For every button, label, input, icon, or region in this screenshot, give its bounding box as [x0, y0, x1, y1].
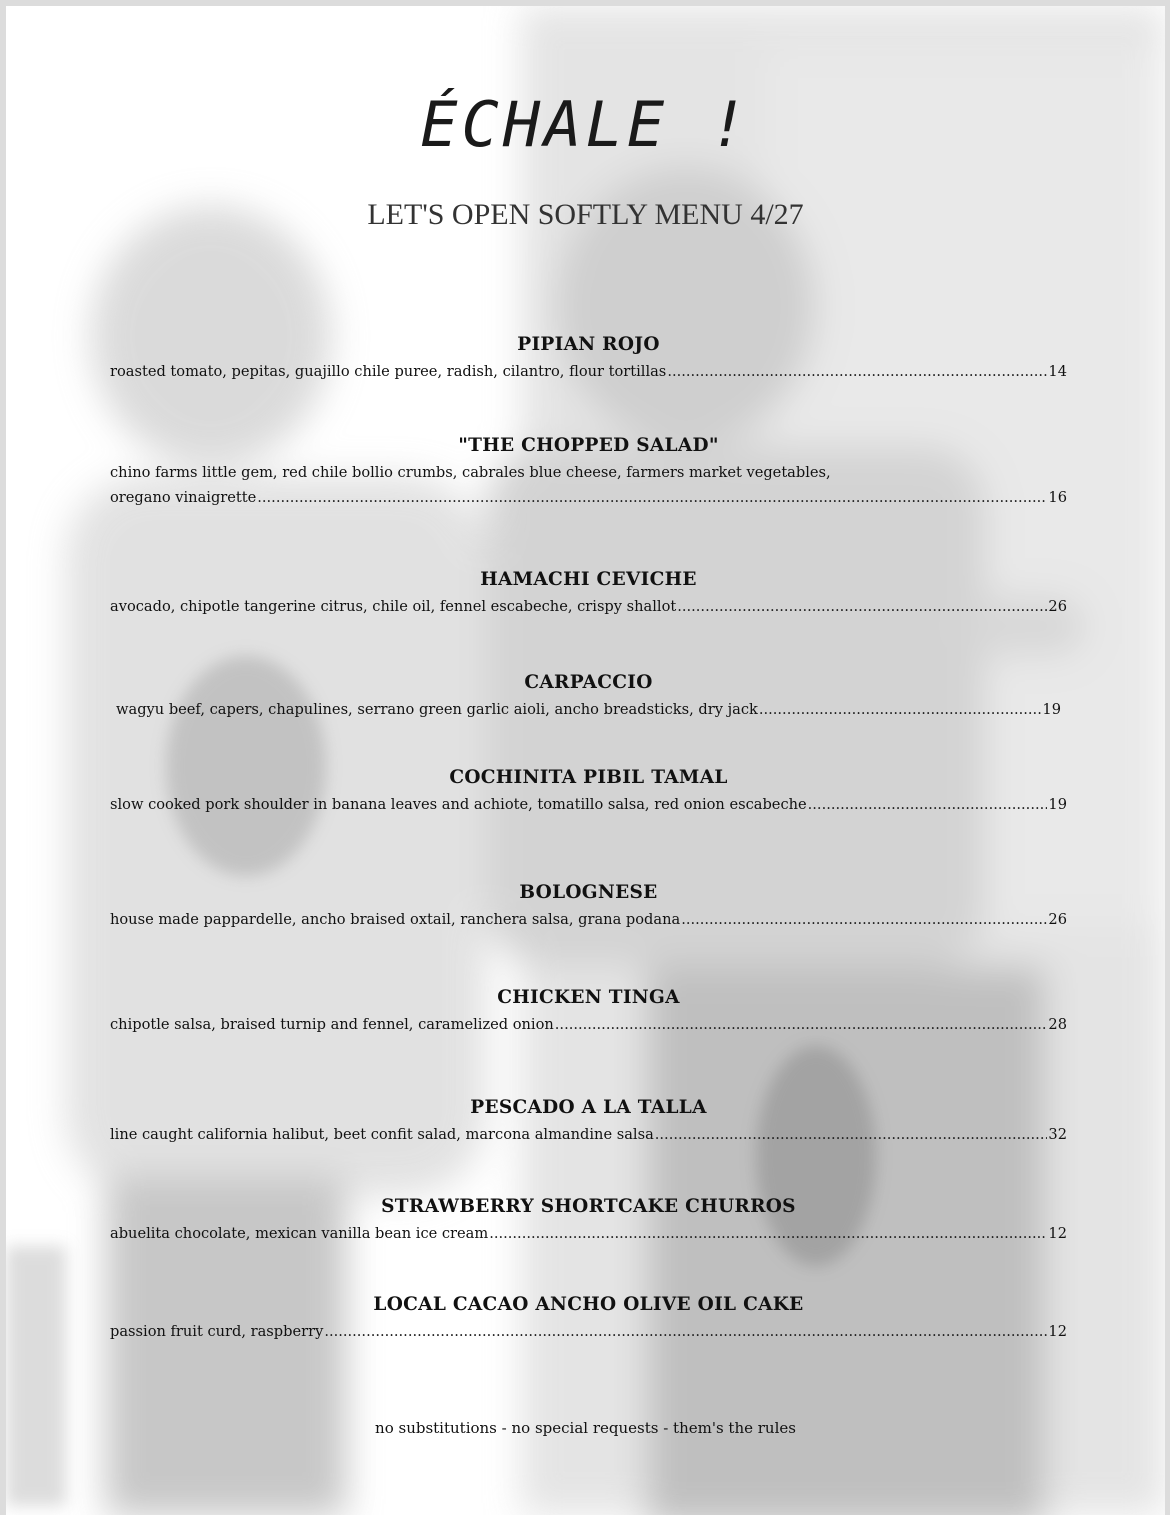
item-line [110, 1122, 1067, 1147]
menu-page [6, 6, 1165, 1515]
item-price: 12 [1048, 1323, 1067, 1340]
item-price: 19 [1048, 796, 1067, 813]
item-description-line1: chino farms little gem, red chile bollio crumbs, cabrales blue cheese, farmers market vegetables, [110, 464, 831, 481]
item-name: HAMACHI CEVICHE [480, 569, 697, 590]
item-price: 14 [1048, 363, 1067, 380]
restaurant-title: ÉCHALE ! [420, 88, 751, 161]
item-price: 16 [1048, 489, 1067, 506]
item-line [110, 485, 1067, 510]
footer-note: no substitutions - no special requests - them's the rules [375, 1419, 796, 1437]
dot-leader [667, 359, 1047, 384]
item-name: BOLOGNESE [519, 882, 658, 903]
menu-item-cochinita-pibil-tamal [110, 766, 1067, 817]
menu-item-chopped-salad [110, 434, 1067, 510]
menu-item-pescado-a-la-talla [110, 1096, 1067, 1147]
item-name: CARPACCIO [524, 672, 653, 693]
dot-leader [681, 907, 1047, 932]
menu-item-chicken-tinga [110, 986, 1067, 1037]
menu-item-carpaccio [116, 671, 1061, 722]
item-line [116, 697, 1061, 722]
item-description: house made pappardelle, ancho braised oxtail, ranchera salsa, grana podana [110, 911, 681, 928]
item-description: oregano vinaigrette [110, 489, 257, 506]
item-line [110, 792, 1067, 817]
menu-content [6, 6, 1165, 1515]
menu-item-bolognese [110, 881, 1067, 932]
dot-leader [677, 594, 1047, 619]
item-price: 26 [1048, 911, 1067, 928]
item-description: abuelita chocolate, mexican vanilla bean ice cream [110, 1225, 489, 1242]
item-price: 26 [1048, 598, 1067, 615]
dot-leader [489, 1221, 1047, 1246]
item-name: COCHINITA PIBIL TAMAL [449, 767, 728, 788]
item-description: passion fruit curd, raspberry [110, 1323, 324, 1340]
item-description: chipotle salsa, braised turnip and fennel, caramelized onion [110, 1016, 554, 1033]
dot-leader [257, 485, 1047, 510]
item-line [110, 594, 1067, 619]
menu-item-hamachi-ceviche [110, 568, 1067, 619]
item-description: roasted tomato, pepitas, guajillo chile puree, radish, cilantro, flour tortillas [110, 363, 667, 380]
item-price: 28 [1048, 1016, 1067, 1033]
item-name: "THE CHOPPED SALAD" [458, 435, 719, 456]
item-description: slow cooked pork shoulder in banana leaves and achiote, tomatillo salsa, red onion escabeche [110, 796, 807, 813]
item-description: avocado, chipotle tangerine citrus, chile oil, fennel escabeche, crispy shallot [110, 598, 677, 615]
item-name: PESCADO A LA TALLA [470, 1097, 707, 1118]
item-price: 12 [1048, 1225, 1067, 1242]
item-name: STRAWBERRY SHORTCAKE CHURROS [381, 1196, 796, 1217]
dot-leader [655, 1122, 1048, 1147]
menu-item-strawberry-shortcake-churros [110, 1195, 1067, 1246]
item-price: 19 [1042, 701, 1061, 718]
item-line [110, 359, 1067, 384]
item-description: wagyu beef, capers, chapulines, serrano green garlic aioli, ancho breadsticks, dry jack [116, 701, 758, 718]
item-name: LOCAL CACAO ANCHO OLIVE OIL CAKE [373, 1294, 804, 1315]
menu-item-pipian-rojo [110, 333, 1067, 384]
dot-leader [759, 697, 1042, 722]
menu-item-olive-oil-cake [110, 1293, 1067, 1344]
dot-leader [808, 792, 1048, 817]
item-line [110, 907, 1067, 932]
item-line [110, 1319, 1067, 1344]
item-description: line caught california halibut, beet confit salad, marcona almandine salsa [110, 1126, 654, 1143]
item-name: PIPIAN ROJO [517, 334, 660, 355]
item-line [110, 1221, 1067, 1246]
item-name: CHICKEN TINGA [497, 987, 680, 1008]
item-price: 32 [1048, 1126, 1067, 1143]
menu-subtitle: LET'S OPEN SOFTLY MENU 4/27 [367, 198, 804, 231]
item-line [110, 1012, 1067, 1037]
dot-leader [324, 1319, 1047, 1344]
dot-leader [555, 1012, 1048, 1037]
